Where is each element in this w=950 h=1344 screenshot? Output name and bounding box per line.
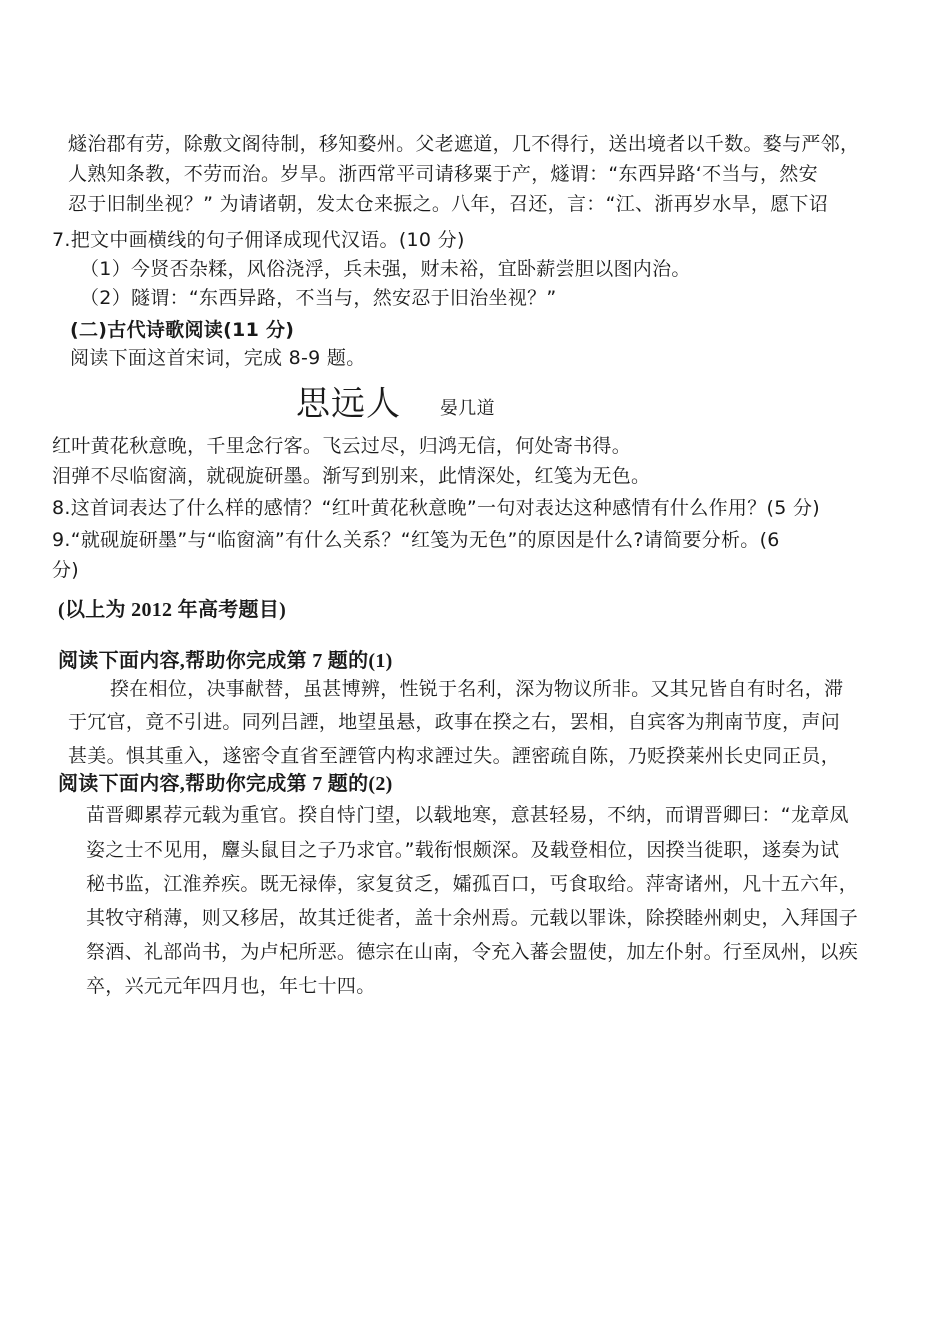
question-7-item-1: （1）今贤否杂糅，风俗浇浮，兵未强，财未裕，宜卧薪尝胆以图内治。 (80, 258, 691, 280)
reading-1-line-3: 甚美。惧其重入，遂密令直省至諲管内构求諲过失。諲密疏自陈，乃贬揆莱州长史同正员， (68, 745, 841, 767)
reading-2-line-6: 卒，兴元元年四月也，年七十四。 (86, 975, 376, 997)
reading-1-line-1: 揆在相位，决事献替，虽甚博辨，性锐于名利，深为物议所非。又其兄皆自有时名，滞 (110, 678, 844, 700)
reading-2-line-3: 秘书监，江淮养疾。既无禄俸，家复贫乏，孀孤百口，丐食取给。萍寄诸州，凡十五六年， (86, 873, 859, 895)
poem-title: 思远人 (296, 384, 401, 424)
reading-2-heading: 阅读下面内容,帮助你完成第 7 题的(2) (58, 773, 393, 795)
passage-top-line-2: 人熟知条教，不劳而治。岁旱。浙西常平司请移粟于产，燧谓：“东西异路‘不当与，然安 (68, 163, 818, 185)
reading-2-line-2: 姿之士不见用，麞头鼠目之子乃求官。”载衔恨颇深。及载登相位，因揆当徙职，遂奏为试 (86, 839, 840, 861)
poem-line-2: 泪弹不尽临窗滴，就砚旋研墨。渐写到别来，此情深处，红笺为无色。 (52, 465, 651, 487)
reading-2-line-4: 其牧守稍薄，则又移居，故其迁徙者，盖十余州焉。元载以罪诛，除揆睦州刺史，入拜国子 (86, 907, 859, 929)
question-9-line-1: 9.“就砚旋研墨”与“临窗滴”有什么关系？“红笺为无色”的原因是什么?请简要分析。(6 (52, 529, 780, 551)
passage-top-line-1: 燧治郡有劳，除敷文阁待制，移知婺州。父老遮道，几不得行，送出境者以千数。婺与严邻， (68, 133, 860, 155)
question-7-prompt: 7.把文中画横线的句子佣译成现代汉语。(10 分) (52, 229, 465, 251)
question-7-item-2: （2）隧谓：“东西异路，不当与，然安忍于旧治坐视？” (80, 287, 557, 309)
question-8: 8.这首词表达了什么样的感情？“红叶黄花秋意晚”一句对表达这种感情有什么作用？(5 分) (52, 497, 820, 519)
source-note: (以上为 2012 年高考题目) (58, 599, 287, 621)
question-9-line-2: 分) (52, 559, 80, 581)
reading-1-line-2: 于冗官，竟不引进。同列吕諲，地望虽悬，政事在揆之右，罢相，自宾客为荆南节度，声问 (68, 711, 841, 733)
passage-top-line-3: 忍于旧制坐视？” 为请诸朝，发太仓来振之。八年，召还，言：“江、浙再岁水旱，愿下诏 (68, 193, 829, 215)
reading-2-line-5: 祭酒、礼部尚书，为卢杞所恶。德宗在山南，令充入蕃会盟使，加左仆射。行至凤州，以疾 (86, 941, 859, 963)
reading-1-heading: 阅读下面内容,帮助你完成第 7 题的(1) (58, 650, 393, 672)
section-2-instruction: 阅读下面这首宋词，完成 8-9 题。 (70, 347, 366, 369)
poem-author: 晏几道 (440, 398, 495, 419)
poem-line-1: 红叶黄花秋意晚，千里念行客。飞云过尽，归鸿无信，何处寄书得。 (52, 435, 632, 457)
reading-2-line-1: 苗晋卿累荐元载为重官。揆自恃门望，以载地寒，意甚轻易，不纳，而谓晋卿曰：“龙章凤 (86, 804, 849, 826)
section-2-heading: (二)古代诗歌阅读(11 分) (70, 319, 295, 341)
